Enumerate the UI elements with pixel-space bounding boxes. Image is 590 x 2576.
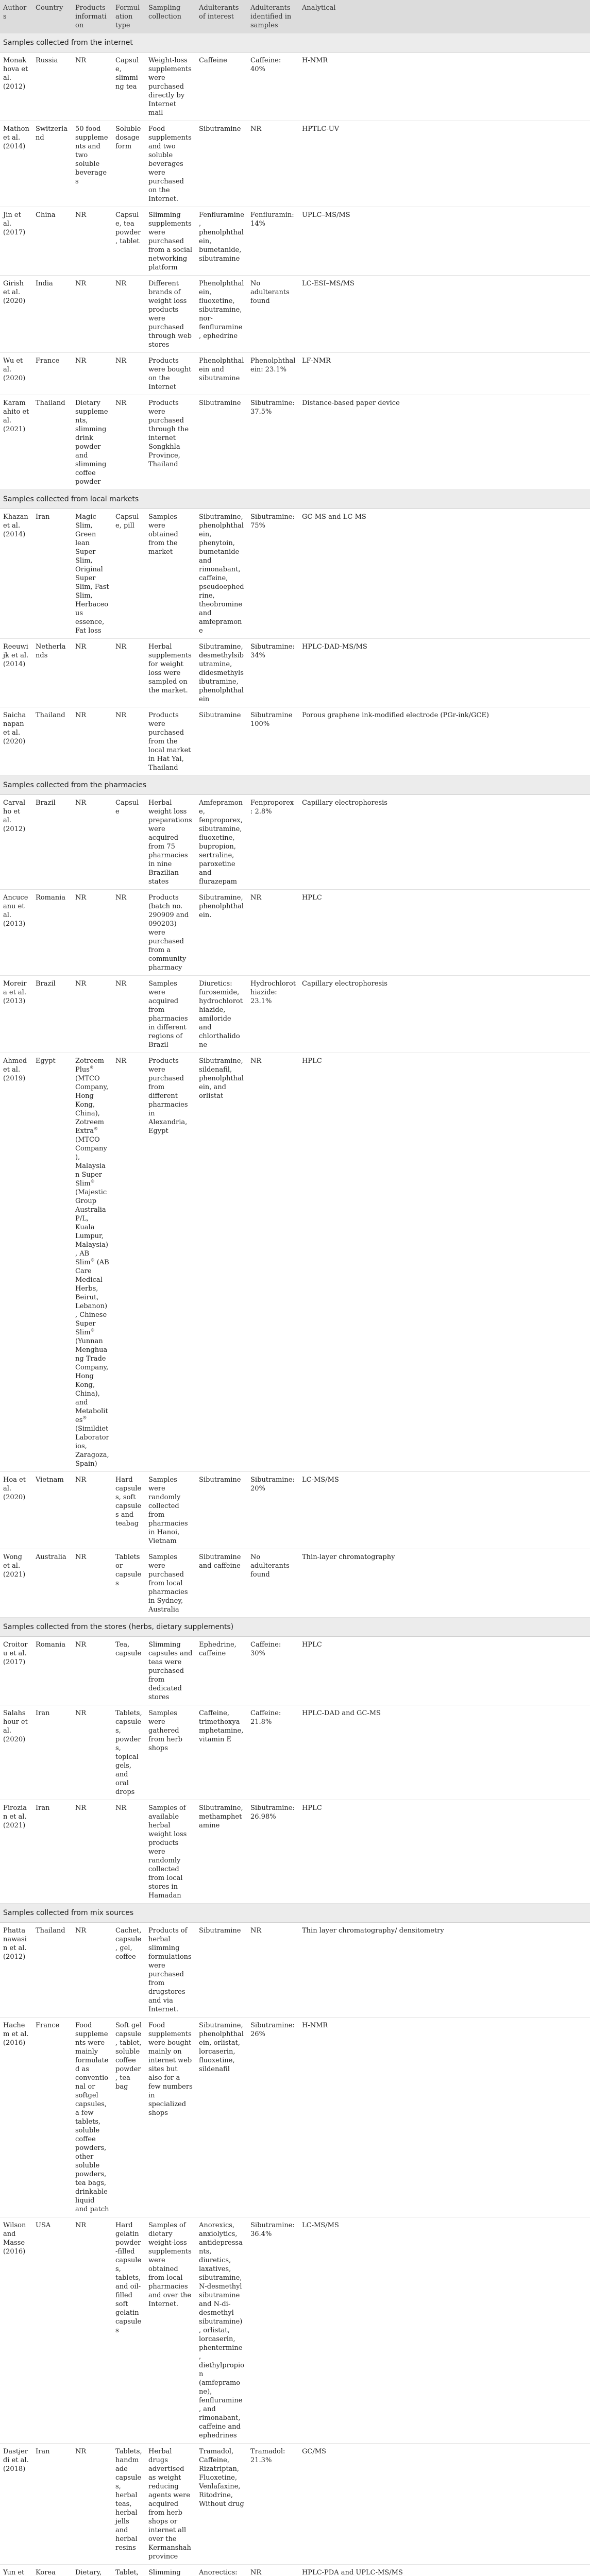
interest-cell: Fenfluramine, phenolphthalein, bumetanide, sibutramine <box>196 207 247 276</box>
sampling-cell: Samples of dietary weight-loss supplements were obtained from local pharmacies and over the Internet. <box>145 2217 196 2444</box>
country-cell: Iran <box>32 1800 72 1904</box>
analytical-cell: Capillary electrophoresis <box>299 976 590 1053</box>
formulation-cell: NR <box>112 276 145 353</box>
col-authors-header: Authors <box>0 0 32 33</box>
sampling-cell: Different brands of weight loss products were purchased through web stores <box>145 276 196 353</box>
identified-cell: NR <box>247 1923 299 2018</box>
section-row <box>0 490 590 509</box>
interest-cell: Sibutramine <box>196 707 247 776</box>
registered-mark: ® <box>82 1416 87 1420</box>
country-cell: Korea <box>32 2565 72 2576</box>
country-cell: Thailand <box>32 707 72 776</box>
table-row <box>0 795 590 890</box>
products-cell: NR <box>72 795 112 890</box>
analytical-cell: LC-MS/MS <box>299 2217 590 2444</box>
sampling-cell: Products were purchased through the internet Songkhla Province, Thailand <box>145 395 196 490</box>
analytical-cell: LC-MS/MS <box>299 1472 590 1549</box>
country-cell: Thailand <box>32 395 72 490</box>
col-interest-header: Adulterants of interest <box>196 0 247 33</box>
products-cell: NR <box>72 1800 112 1904</box>
formulation-cell: Tablets or capsules <box>112 1549 145 1618</box>
interest-cell: Sibutramine, desmethylsibutramine, didesmethylsibutramine, phenolphthalein <box>196 639 247 707</box>
country-cell: Iran <box>32 2444 72 2565</box>
sampling-cell: Weight-loss supplements were purchased directly by Internet mail <box>145 53 196 121</box>
interest-cell: Phenolphthalein and sibutramine <box>196 353 247 395</box>
table-row <box>0 1472 590 1549</box>
section-row <box>0 33 590 53</box>
sampling-cell: Samples were acquired from pharmacies in different regions of Brazil <box>145 976 196 1053</box>
products-cell: NR <box>72 1637 112 1705</box>
formulation-cell: NR <box>112 976 145 1053</box>
table-row <box>0 1053 590 1472</box>
formulation-cell: Tablets, handmade capsules, herbal teas, herbal jells and herbal resins <box>112 2444 145 2565</box>
country-cell: Netherlands <box>32 639 72 707</box>
sampling-cell: Slimming supplements were purchased from a social networking platform <box>145 207 196 276</box>
identified-cell: NR <box>247 890 299 976</box>
analytical-cell: LF-NMR <box>299 353 590 395</box>
interest-cell: Phenolphthalein, fluoxetine, sibutramine, nor-fenfluramine, ephedrine <box>196 276 247 353</box>
sampling-cell: Products were bought on the Internet <box>145 353 196 395</box>
table-header <box>0 0 590 33</box>
product-text: (AB Care Medical Herbs, Beirut, Lebanon), Chinese Super Slim <box>75 1259 109 1336</box>
interest-cell: Sibutramine <box>196 121 247 207</box>
product-text: (Yunnan Menghuang Trade Company, Hong Kong, China), and Metabolites <box>75 1337 108 1424</box>
table-row <box>0 1923 590 2018</box>
identified-cell: Caffeine: 30% <box>247 1637 299 1705</box>
country-cell: Australia <box>32 1549 72 1618</box>
sampling-cell: Products (batch no. 290909 and 090203) were purchased from a community pharmacy <box>145 890 196 976</box>
sampling-cell: Herbal weight loss preparations were acquired from 75 pharmacies in nine Brazilian states <box>145 795 196 890</box>
table-row <box>0 276 590 353</box>
country-cell: China <box>32 207 72 276</box>
formulation-cell: Capsule, slimming tea <box>112 53 145 121</box>
authors-cell: Yun et <box>0 2565 32 2576</box>
section-row <box>0 776 590 795</box>
analytical-cell: HPLC <box>299 1053 590 1472</box>
authors-cell: Wong et al. (2021) <box>0 1549 32 1618</box>
sampling-cell: Products were purchased from the local market in Hat Yai, Thailand <box>145 707 196 776</box>
sampling-cell: Slimming capsules and teas were purchased from dedicated stores <box>145 1637 196 1705</box>
authors-cell: Monakhova et al. (2012) <box>0 53 32 121</box>
country-cell: Russia <box>32 53 72 121</box>
sampling-cell: Samples of available herbal weight loss products were randomly collected from local stores in Hamadan <box>145 1800 196 1904</box>
country-cell: Vietnam <box>32 1472 72 1549</box>
country-cell: Brazil <box>32 976 72 1053</box>
identified-cell: Sibutramine: 34% <box>247 639 299 707</box>
interest-cell: Sibutramine, phenolphthalein, orlistat, lorcaserin, fluoxetine, sildenafil <box>196 2018 247 2217</box>
authors-cell: Girish et al. (2020) <box>0 276 32 353</box>
col-identified-header: Adulterants identified in samples <box>247 0 299 33</box>
section-row <box>0 1904 590 1923</box>
analytical-cell: LC-ESI–MS/MS <box>299 276 590 353</box>
table-row <box>0 2444 590 2565</box>
interest-cell: Sibutramine and caffeine <box>196 1549 247 1618</box>
product-text: (Majestic Group Australia P/L, Kuala Lumpur, Malaysia), AB Slim <box>75 1189 108 1266</box>
identified-cell: Fenproporex: 2.8% <box>247 795 299 890</box>
products-cell: NR <box>72 2217 112 2444</box>
interest-cell: Sibutramine, phenolphthalein, phenytoin, bumetanide and rimonabant, caffeine, pseudoephedrine, theobromine and amfepramone <box>196 509 247 639</box>
products-cell: Magic Slim, Green lean Super Slim, Original Super Slim, Fast Slim, Herbaceous essence, Fat loss <box>72 509 112 639</box>
products-cell: Dietary supplements, slimming drink powder and slimming coffee powder <box>72 395 112 490</box>
formulation-cell: Tea, capsule <box>112 1637 145 1705</box>
section-title: Samples collected from the internet <box>0 33 590 53</box>
authors-cell: Carvalho et al. (2012) <box>0 795 32 890</box>
sampling-cell: Food supplements and two soluble beverages were purchased on the Internet. <box>145 121 196 207</box>
country-cell: Iran <box>32 1705 72 1800</box>
table-row <box>0 1800 590 1904</box>
analytical-cell: HPLC <box>299 1637 590 1705</box>
formulation-cell: Capsule, pill <box>112 509 145 639</box>
sampling-cell: Herbal drugs advertised as weight reducing agents were acquired from herb shops or internet all over the Kermanshah province <box>145 2444 196 2565</box>
table-row <box>0 509 590 639</box>
authors-cell: Phattanawasin et al. (2012) <box>0 1923 32 2018</box>
analytical-cell: HPLC-DAD and GC-MS <box>299 1705 590 1800</box>
authors-cell: Ahmed et al. (2019) <box>0 1053 32 1472</box>
products-cell: NR <box>72 1472 112 1549</box>
formulation-cell: Hard capsules, soft capsules and teabag <box>112 1472 145 1549</box>
products-cell: 50 food supplements and two soluble beverages <box>72 121 112 207</box>
product-text: (MTCO Company, Hong Kong, China), Zotreem Extra <box>75 1075 108 1135</box>
table-row <box>0 353 590 395</box>
identified-cell: Sibutramine: 75% <box>247 509 299 639</box>
identified-cell: Caffeine: 21.8% <box>247 1705 299 1800</box>
authors-cell: Ancuceanu et al. (2013) <box>0 890 32 976</box>
authors-cell: Hachem et al. (2016) <box>0 2018 32 2217</box>
formulation-cell: Cachet, capsule, gel, coffee <box>112 1923 145 2018</box>
analytical-cell: GC-MS and LC-MS <box>299 509 590 639</box>
authors-cell: Dastjerdi et al. (2018) <box>0 2444 32 2565</box>
interest-cell: Sibutramine, sildenafil, phenolphthalein, and orlistat <box>196 1053 247 1472</box>
registered-mark: ® <box>94 1127 98 1131</box>
interest-cell: Diuretics: furosemide, hydrochlorothiazide, amiloride and chlorthalidone <box>196 976 247 1053</box>
table-row <box>0 1705 590 1800</box>
country-cell: Thailand <box>32 1923 72 2018</box>
products-cell: NR <box>72 890 112 976</box>
country-cell: India <box>32 276 72 353</box>
table-row <box>0 121 590 207</box>
authors-cell: Moreira et al. (2013) <box>0 976 32 1053</box>
interest-cell: Anorectics: <box>196 2565 247 2576</box>
registered-mark: ® <box>90 1065 94 1070</box>
sampling-cell: Samples were gathered from herb shops <box>145 1705 196 1800</box>
header-row <box>0 0 590 33</box>
sampling-cell: Samples were randomly collected from pharmacies in Hanoi, Vietnam <box>145 1472 196 1549</box>
formulation-cell: Hard gelatin powder-filled capsules, tablets, and oil-filled soft gelatin capsules <box>112 2217 145 2444</box>
registered-mark: ® <box>91 1179 95 1184</box>
authors-cell: Salahshour et al. (2020) <box>0 1705 32 1800</box>
formulation-cell: NR <box>112 395 145 490</box>
analytical-cell: H-NMR <box>299 53 590 121</box>
identified-cell: Phenolphthalein: 23.1% <box>247 353 299 395</box>
identified-cell: Sibutramine: 20% <box>247 1472 299 1549</box>
registered-mark: ® <box>91 1258 95 1263</box>
section-row <box>0 1618 590 1637</box>
country-cell: Brazil <box>32 795 72 890</box>
table-row <box>0 639 590 707</box>
analytical-cell: Distance-based paper device <box>299 395 590 490</box>
country-cell: Iran <box>32 509 72 639</box>
identified-cell: No adulterants found <box>247 276 299 353</box>
table-row <box>0 53 590 121</box>
authors-cell: Karamahito et al. (2021) <box>0 395 32 490</box>
authors-cell: Wilson and Masse (2016) <box>0 2217 32 2444</box>
formulation-cell: Capsule <box>112 795 145 890</box>
formulation-cell: Capsule, tea powder, tablet <box>112 207 145 276</box>
products-cell <box>72 1053 112 1472</box>
products-cell: NR <box>72 53 112 121</box>
products-cell: NR <box>72 207 112 276</box>
table-row <box>0 1637 590 1705</box>
interest-cell: Sibutramine <box>196 395 247 490</box>
col-analytical-header: Analytical <box>299 0 590 33</box>
sampling-cell: Food supplements were bought mainly on internet web sites but also for a few numbers in specialized shops <box>145 2018 196 2217</box>
sampling-cell: Products were purchased from different pharmacies in Alexandria, Egypt <box>145 1053 196 1472</box>
products-cell: NR <box>72 2444 112 2565</box>
country-cell: USA <box>32 2217 72 2444</box>
table-row <box>0 207 590 276</box>
interest-cell: Tramadol, Caffeine, Rizatriptan, Fluoxetine, Venlafaxine, Ritodrine, Without drug <box>196 2444 247 2565</box>
sampling-cell: Herbal supplements for weight loss were sampled on the market. <box>145 639 196 707</box>
products-cell: NR <box>72 639 112 707</box>
country-cell: France <box>32 353 72 395</box>
interest-cell: Ephedrine, caffeine <box>196 1637 247 1705</box>
identified-cell: Sibutramine: 37.5% <box>247 395 299 490</box>
identified-cell: NR <box>247 2565 299 2576</box>
authors-cell: Hoa et al. (2020) <box>0 1472 32 1549</box>
table-row <box>0 2565 590 2576</box>
formulation-cell: Soluble dosage form <box>112 121 145 207</box>
interest-cell: Amfepramone, fenproporex, sibutramine, fluoxetine, bupropion, sertraline, paroxetine and flurazepam <box>196 795 247 890</box>
table-row <box>0 2018 590 2217</box>
authors-cell: Jin et al. (2017) <box>0 207 32 276</box>
col-country-header: Country <box>32 0 72 33</box>
authors-cell: Mathon et al. (2014) <box>0 121 32 207</box>
product-text: (MTCO Company), Malaysian Super Slim <box>75 1136 107 1188</box>
formulation-cell: NR <box>112 890 145 976</box>
interest-cell: Sibutramine <box>196 1472 247 1549</box>
col-sampling-header: Sampling collection <box>145 0 196 33</box>
col-products-header: Products information <box>72 0 112 33</box>
product-text: Zotreem Plus <box>75 1057 104 1074</box>
country-cell: Switzerland <box>32 121 72 207</box>
authors-cell: Croitoru et al. (2017) <box>0 1637 32 1705</box>
formulation-cell: NR <box>112 707 145 776</box>
products-cell: NR <box>72 276 112 353</box>
products-cell: Dietary, <box>72 2565 112 2576</box>
formulation-cell: Tablets, capsules, powders, topical gels, and oral drops <box>112 1705 145 1800</box>
products-cell: NR <box>72 353 112 395</box>
sampling-cell: Slimming <box>145 2565 196 2576</box>
identified-cell: Caffeine: 40% <box>247 53 299 121</box>
analytical-cell: Thin layer chromatography/ densitometry <box>299 1923 590 2018</box>
table-row <box>0 395 590 490</box>
country-cell: Egypt <box>32 1053 72 1472</box>
section-title: Samples collected from the stores (herbs, dietary supplements) <box>0 1618 590 1637</box>
table-row <box>0 890 590 976</box>
authors-cell: Saichanapan et al. (2020) <box>0 707 32 776</box>
registered-mark: ® <box>91 1328 95 1333</box>
section-title: Samples collected from the pharmacies <box>0 776 590 795</box>
formulation-cell: NR <box>112 353 145 395</box>
authors-cell: Wu et al. (2020) <box>0 353 32 395</box>
analytical-cell: UPLC–MS/MS <box>299 207 590 276</box>
formulation-cell: NR <box>112 639 145 707</box>
identified-cell: No adulterants found <box>247 1549 299 1618</box>
analytical-cell: HPLC-DAD-MS/MS <box>299 639 590 707</box>
authors-cell: Reeuwijk et al. (2014) <box>0 639 32 707</box>
interest-cell: Caffeine <box>196 53 247 121</box>
identified-cell: Sibutramine 100% <box>247 707 299 776</box>
products-cell: Food supplements were mainly formulated as conventional or softgel capsules, a few tablets, soluble coffee powders, other soluble powders, tea bags, drinkable liquid and patch <box>72 2018 112 2217</box>
analytical-cell: H-NMR <box>299 2018 590 2217</box>
product-text: (Simildiet Laboratorios, Zaragoza, Spain) <box>75 1425 109 1468</box>
identified-cell: NR <box>247 121 299 207</box>
formulation-cell: Tablet, <box>112 2565 145 2576</box>
analytical-cell: Capillary electrophoresis <box>299 795 590 890</box>
sampling-cell: Samples were purchased from local pharmacies in Sydney, Australia <box>145 1549 196 1618</box>
sampling-cell: Samples were obtained from the market <box>145 509 196 639</box>
table-row <box>0 976 590 1053</box>
products-cell: NR <box>72 1923 112 2018</box>
analytical-cell: HPTLC-UV <box>299 121 590 207</box>
country-cell: France <box>32 2018 72 2217</box>
formulation-cell: NR <box>112 1053 145 1472</box>
analytical-cell: HPLC-PDA and UPLC-MS/MS <box>299 2565 590 2576</box>
table-row <box>0 2217 590 2444</box>
formulation-cell: Soft gel capsule, tablet, soluble coffee powder, tea bag <box>112 2018 145 2217</box>
interest-cell: Sibutramine, methamphetamine <box>196 1800 247 1904</box>
section-title: Samples collected from mix sources <box>0 1904 590 1923</box>
identified-cell: Hydrochlorothiazide: 23.1% <box>247 976 299 1053</box>
products-cell: NR <box>72 707 112 776</box>
analytical-cell: Thin-layer chromatography <box>299 1549 590 1618</box>
country-cell: Romania <box>32 1637 72 1705</box>
products-cell: NR <box>72 1549 112 1618</box>
identified-cell: Tramadol: 21.3% <box>247 2444 299 2565</box>
authors-cell: Firozian et al. (2021) <box>0 1800 32 1904</box>
analytical-cell: Porous graphene ink-modified electrode (PGr-ink/GCE) <box>299 707 590 776</box>
section-title: Samples collected from local markets <box>0 490 590 509</box>
identified-cell: Sibutramine: 26% <box>247 2018 299 2217</box>
formulation-cell: NR <box>112 1800 145 1904</box>
col-formulation-header: Formulation type <box>112 0 145 33</box>
table-row <box>0 707 590 776</box>
identified-cell: Fenfluramin: 14% <box>247 207 299 276</box>
interest-cell: Sibutramine <box>196 1923 247 2018</box>
analytical-cell: GC/MS <box>299 2444 590 2565</box>
analytical-cell: HPLC <box>299 890 590 976</box>
interest-cell: Sibutramine, phenolphthalein. <box>196 890 247 976</box>
products-cell: NR <box>72 976 112 1053</box>
interest-cell: Caffeine, trimethoxyamphetamine, vitamin E <box>196 1705 247 1800</box>
sampling-cell: Products of herbal slimming formulations were purchased from drugstores and via Internet. <box>145 1923 196 2018</box>
table-body <box>0 33 590 2576</box>
authors-cell: Khazan et al. (2014) <box>0 509 32 639</box>
identified-cell: Sibutramine: 36.4% <box>247 2217 299 2444</box>
products-cell: NR <box>72 1705 112 1800</box>
interest-cell: Anorexics, anxiolytics, antidepressants, diuretics, laxatives, sibutramine, N-desmethyl sibutramine and N-di-desmethyl sibutramine), orlistat, lorcaserin, phentermine, diethylpropion (amfepramone), fenfluramine, and rimonabant, caffeine and ephedrines <box>196 2217 247 2444</box>
identified-cell: NR <box>247 1053 299 1472</box>
table-row <box>0 1549 590 1618</box>
identified-cell: Sibutramine: 26.98% <box>247 1800 299 1904</box>
country-cell: Romania <box>32 890 72 976</box>
analytical-cell: HPLC <box>299 1800 590 1904</box>
